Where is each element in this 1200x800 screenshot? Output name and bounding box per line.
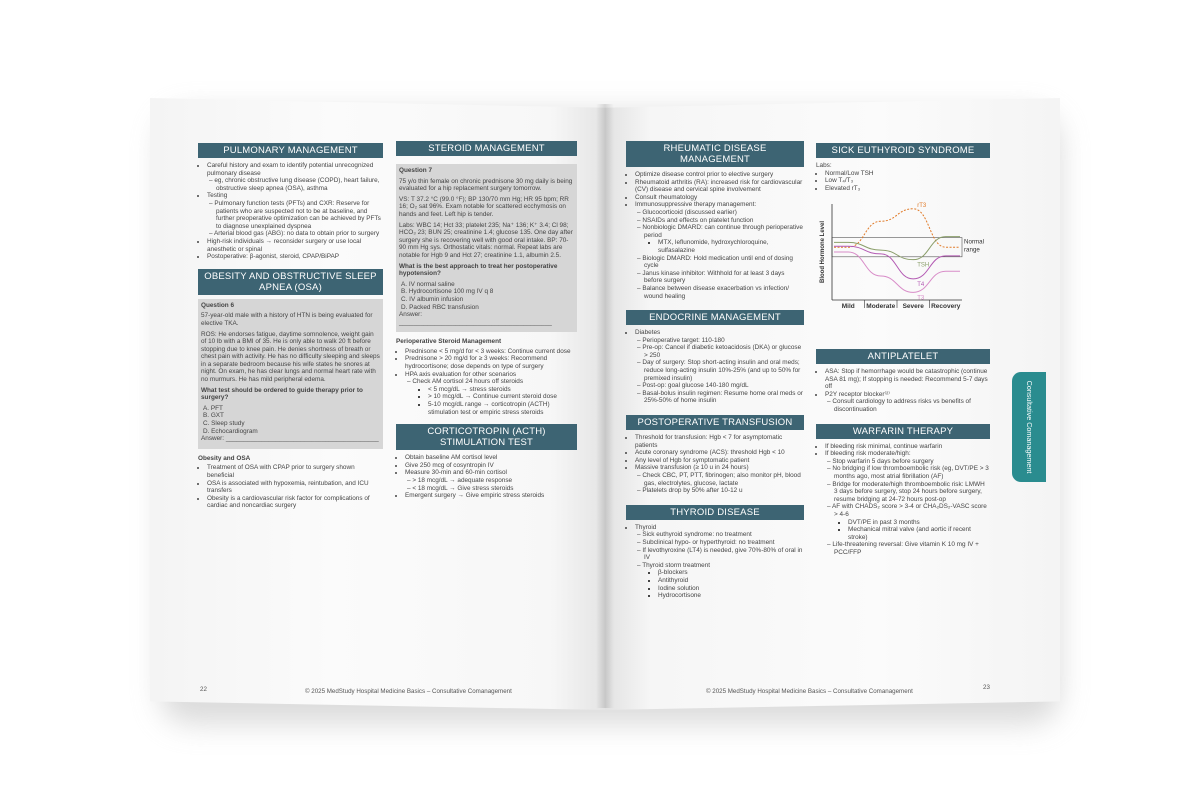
list-item: • Testing – Pulmonary function tests (PFTs) and CXR: Reserve for patients who are suspected not to be at baseline, and further preoperative optimization can be achieved by PFTs to diagnose unexplained dyspnea – Arterial blood gas (ABG): no data to obtain prior to surgery — [207, 192, 383, 238]
list-item: – Janus kinase inhibitor: Withhold for at least 3 days before surgery — [644, 270, 804, 285]
steroid-management-heading: STEROID MANAGEMENT — [396, 141, 577, 156]
list-item: – Life-threatening reversal: Give vitamin K 10 mg IV + PCC/FFP — [834, 541, 990, 556]
list-item: – Sick euthyroid syndrome: no treatment — [644, 531, 804, 539]
obesity-osa-subheading: Obesity and OSA — [198, 454, 251, 462]
left-column-1 — [198, 143, 383, 510]
labs-label: Labs: — [816, 162, 832, 169]
answer-line: Answer: ___________________________________________ — [399, 311, 552, 326]
acth-list — [396, 454, 577, 500]
list-item: – Thyroid storm treatment ▪ β-blockers ▪ Antithyroid ▪ Iodine solution ▪ Hydrocortisone — [644, 562, 804, 600]
list-item: • Prednisone > 20 mg/d for ≥ 3 weeks: Recommend hydrocortisone; dose depends on type of surgery — [405, 355, 577, 370]
list-item: – Subclinical hypo- or hyperthyroid: no treatment — [644, 539, 804, 547]
question-text: Labs: WBC 14; Hct 33; platelet 235; Na⁺ 136; K⁺ 3.4; Cl 98; HCO₃ 23; BUN 25; creatinine 1.4; glucose 135. One day after surgery she is recovering well with good oral intake. BP: 70-90 mm Hg sys. Orthostatic vitals: normal. Repeat labs are notable for Hgb 9 and Hct 27; creatinine 1.1, albumin 2.5. — [399, 221, 573, 259]
antiplatelet-list — [816, 368, 990, 414]
thyroid-list — [626, 524, 804, 600]
list-item: ▪ DVT/PE in past 3 months — [848, 519, 990, 527]
list-item: ▪ Mechanical mitral valve (and aortic if recent stroke) — [848, 526, 990, 541]
sick-euthyroid-heading: SICK EUTHYROID SYNDROME — [816, 143, 990, 158]
answer-option: D. Echocardiogram — [203, 427, 258, 435]
warfarin-list — [816, 443, 990, 557]
list-item: – Biologic DMARD: Hold medication until end of dosing cycle — [644, 255, 804, 270]
answer-option: B. GXT — [203, 412, 224, 420]
section-tab[interactable] — [1012, 372, 1046, 482]
list-item: • Low T₄/T₃ — [825, 177, 990, 185]
series-label: TSH — [917, 262, 930, 269]
answer-option: C. Sleep study — [203, 420, 245, 428]
list-item: • Careful history and exam to identify potential unrecognized pulmonary disease – eg, chronic obstructive lung disease (COPD), heart failure, obstructive sleep apnea (OSA), asthma — [207, 162, 383, 192]
right-column-2-lower — [816, 349, 990, 556]
question-text: VS: T 37.2 °C (99.0 °F); BP 130/70 mm Hg; HR 95 bpm; RR 16; O₂ sat 96%. Exam notable for scattered ecchymosis on hands and feet. Left hip is tender. — [399, 195, 569, 218]
list-item: • OSA is associated with hypoxemia, reintubation, and ICU transfers — [207, 480, 383, 495]
list-item: • HPA axis evaluation for other scenarios – Check AM cortisol 24 hours off steroids ▪ < 5 mcg/dL → stress steroids ▪ > 10 mcg/dL → Continue current steroid dose ▪ 5-10 mcg/dL range → corticotropin (ACTH) stimulation test or empiric stress steroids — [405, 371, 577, 417]
perioperative-steroid-list — [396, 348, 577, 416]
list-item: • Acute coronary syndrome (ACS): threshold Hgb < 10 — [635, 449, 804, 457]
list-item: – Platelets drop by 50% after 10-12 u — [644, 487, 804, 495]
list-item: • Immunosuppressive therapy management: – Glucocorticoid (discussed earlier) – NSAIDs and effects on platelet function – Nonbiologic DMARD: can continue through perioperative period ▪ MTX, leflunomide, hydroxychloroquine, sulfasalazine – Biologic DMARD: Hold medication until end of dosing cycle – Janus kinase inhibitor: Withhold for at least 3 days before surgery – Balance between disease exacerbation vs infection/ wound healing — [635, 201, 804, 300]
list-item: ▪ Iodine solution — [658, 585, 804, 593]
obesity-osa-list — [198, 464, 383, 510]
page-number-right: 23 — [983, 684, 990, 691]
list-item: • If bleeding risk minimal, continue warfarin — [825, 443, 990, 451]
transfusion-list — [626, 434, 804, 495]
list-item: • Postoperative: β-agonist, steroid, CPAP/BiPAP — [207, 253, 383, 261]
list-item: – If levothyroxine (LT4) is needed, give 70%-80% of oral in IV — [644, 547, 804, 562]
answer-option: C. IV albumin infusion — [401, 295, 464, 303]
normal-range-label: range — [964, 246, 980, 254]
right-column-2 — [816, 143, 990, 192]
sick-euthyroid-chart — [818, 196, 988, 320]
euthyroid-labs-list — [816, 170, 990, 193]
list-item: • Consult rheumatology — [635, 194, 804, 202]
list-item: – Check AM cortisol 24 hours off steroids ▪ < 5 mcg/dL → stress steroids ▪ > 10 mcg/dL → Continue current steroid dose ▪ 5-10 mcg/dL range → corticotropin (ACTH) stimulation test or empiric stress steroids — [414, 378, 577, 416]
list-item: – Pre-op: Cancel if diabetic ketoacidosis (DKA) or glucose > 250 — [644, 344, 804, 359]
pulmonary-management-heading: PULMONARY MANAGEMENT — [198, 143, 383, 158]
list-item: – Check CBC, PT, PTT, fibrinogen; also monitor pH, blood gas, electrolytes, glucose, lactate — [644, 472, 804, 487]
list-item: – Balance between disease exacerbation vs infection/ wound healing — [644, 285, 804, 300]
antiplatelet-heading: ANTIPLATELET — [816, 349, 990, 364]
list-item: – Bridge for moderate/high thromboembolic risk: LMWH 3 days before surgery, stop 24 hours before surgery, resume bridging at 24-72 hours post-op — [834, 481, 990, 504]
list-item: • Normal/Low TSH — [825, 170, 990, 178]
question-text: ROS: He endorses fatigue, daytime somnolence, weight gain of 10 lb with a BMI of 35. He is only able to walk 20 ft before stopping due to knee pain. He denies shortness of breath or chest pain with activity. He has no difficulty sleeping and sleeps in a separate bedroom because his wife states he snores at night. On exam, he has clear lungs and normal heart rate with no murmurs. He has mild peripheral edema. — [201, 330, 380, 384]
footer-right: © 2025 MedStudy Hospital Medicine Basics – Consultative Comanagement — [706, 688, 913, 695]
y-axis-label: Blood Hormone Level — [820, 220, 826, 284]
section-tab-label: Consultative Comanagement — [1025, 380, 1034, 474]
list-item: • Treatment of OSA with CPAP prior to surgery shown beneficial — [207, 464, 383, 479]
series-line-T4 — [834, 246, 960, 279]
list-item: ▪ Antithyroid — [658, 577, 804, 585]
x-tick-label: Moderate — [866, 303, 896, 310]
list-item: • Give 250 mcg of cosyntropin IV — [405, 462, 577, 470]
series-line-T3 — [834, 252, 960, 292]
list-item: • Optimize disease control prior to elective surgery — [635, 171, 804, 179]
warfarin-therapy-heading: WARFARIN THERAPY — [816, 424, 990, 439]
answer-options — [399, 281, 574, 311]
list-item: – Consult cardiology to address risks vs benefits of discontinuation — [834, 398, 990, 413]
list-item: – NSAIDs and effects on platelet function — [644, 217, 804, 225]
list-item: • Threshold for transfusion: Hgb < 7 for asymptomatic patients — [635, 434, 804, 449]
x-tick-label: Mild — [841, 303, 855, 310]
question-prompt: What is the best approach to treat her postoperative hypotension? — [399, 262, 558, 278]
obesity-osa-heading: OBESITY AND OBSTRUCTIVE SLEEP APNEA (OSA) — [198, 269, 383, 295]
list-item: • Elevated rT₃ — [825, 185, 990, 193]
list-item: • Emergent surgery → Give empiric stress steroids — [405, 492, 577, 500]
question-6-box — [198, 299, 383, 449]
series-label: T3 — [917, 295, 925, 302]
list-item: – Perioperative target: 110-180 — [644, 337, 804, 345]
list-item: – < 18 mcg/dL → Give stress steroids — [414, 485, 577, 493]
list-item: • Thyroid – Sick euthyroid syndrome: no treatment – Subclinical hypo- or hyperthyroid: no treatment – If levothyroxine (LT4) is needed, give 70%-80% of oral in IV – Thyroid storm treatment ▪ β-blockers ▪ Antithyroid ▪ Iodine solution ▪ Hydrocortisone — [635, 524, 804, 600]
answer-option: A. IV normal saline — [401, 280, 455, 288]
footer-left: © 2025 MedStudy Hospital Medicine Basics – Consultative Comanagement — [305, 688, 512, 695]
book-spine — [596, 104, 614, 708]
question-prompt: What test should be ordered to guide therapy prior to surgery? — [201, 386, 363, 402]
answer-line: Answer: ___________________________________________ — [201, 435, 379, 443]
question-7-box — [396, 164, 577, 332]
list-item: – Nonbiologic DMARD: can continue through perioperative period ▪ MTX, leflunomide, hydroxychloroquine, sulfasalazine — [644, 224, 804, 254]
answer-option: B. Hydrocortisone 100 mg IV q 8 — [401, 288, 494, 296]
list-item: • P2Y receptor blocker⁽²⁾ – Consult cardiology to address risks vs benefits of discontinuation — [825, 391, 990, 414]
list-item: • High-risk individuals → reconsider surgery or use local anesthetic or spinal — [207, 238, 383, 253]
series-line-rT3 — [834, 209, 960, 247]
left-column-2 — [396, 141, 577, 500]
right-column-1 — [626, 141, 804, 600]
answer-option: D. Packed RBC transfusion — [401, 303, 479, 311]
list-item: • If bleeding risk moderate/high: – Stop warfarin 5 days before surgery – No bridging if low thromboembolic risk (eg, DVT/PE > 3 months ago, most atrial fibrillation (AF) – Bridge for moderate/high thromboembolic risk: LMWH 3 days before surgery, stop 24 hours before surgery, resume bridging at 24-72 hours post-op – AF with CHADS₂ score > 3-4 or CHA₂DS₂-VASC score > 4-6 ▪ DVT/PE in past 3 months ▪ Mechanical mitral valve (and aortic if recent stroke) – Life-threatening reversal: Give vitamin K 10 mg IV + PCC/FFP — [825, 450, 990, 556]
answer-options — [201, 405, 380, 435]
acth-stimulation-heading: CORTICOTROPIN (ACTH) STIMULATION TEST — [396, 424, 577, 450]
question-text: 75 y/o thin female on chronic prednisone 30 mg daily is being evaluated for a hip replacement surgery tomorrow. — [399, 177, 573, 193]
list-item: • Obtain baseline AM cortisol level — [405, 454, 577, 462]
list-item: – Arterial blood gas (ABG): no data to obtain prior to surgery — [216, 230, 383, 238]
x-tick-label: Recovery — [931, 303, 961, 310]
list-item: ▪ β-blockers — [658, 569, 804, 577]
x-tick-label: Severe — [902, 303, 924, 310]
list-item: ▪ Hydrocortisone — [658, 592, 804, 600]
list-item: • Obesity is a cardiovascular risk factor for complications of cardiac and noncardiac surgery — [207, 495, 383, 510]
list-item: ▪ MTX, leflunomide, hydroxychloroquine, sulfasalazine — [658, 239, 804, 254]
list-item: – Stop warfarin 5 days before surgery — [834, 458, 990, 466]
list-item: ▪ < 5 mcg/dL → stress steroids — [428, 386, 577, 394]
list-item: • Rheumatoid arthritis (RA): increased risk for cardiovascular (CV) disease and cervical spine involvement — [635, 179, 804, 194]
page-number-left: 22 — [200, 686, 207, 693]
rheumatic-list — [626, 171, 804, 300]
question-label: Question 7 — [399, 167, 433, 174]
list-item: – No bridging if low thromboembolic risk (eg, DVT/PE > 3 months ago, most atrial fibrillation (AF) — [834, 465, 990, 480]
chart-svg — [818, 196, 988, 320]
answer-option: A. PFT — [203, 404, 223, 412]
thyroid-disease-heading: THYROID DISEASE — [626, 505, 804, 520]
perioperative-steroid-subheading: Perioperative Steroid Management — [396, 338, 502, 346]
list-item: – Post-op: goal glucose 140-180 mg/dL — [644, 382, 804, 390]
list-item: ▪ 5-10 mcg/dL range → corticotropin (ACTH) stimulation test or empiric stress steroids — [428, 401, 577, 416]
list-item: • ASA: Stop if hemorrhage would be catastrophic (continue ASA 81 mg); If stopping is needed: Recommend 5-7 days off — [825, 368, 990, 391]
series-label: rT3 — [917, 202, 927, 209]
list-item: – eg, chronic obstructive lung disease (COPD), heart failure, obstructive sleep apnea (OSA), asthma — [216, 177, 383, 192]
list-item: • Prednisone < 5 mg/d for < 3 weeks: Continue current dose — [405, 348, 577, 356]
endocrine-management-heading: ENDOCRINE MANAGEMENT — [626, 310, 804, 325]
postoperative-transfusion-heading: POSTOPERATIVE TRANSFUSION — [626, 415, 804, 430]
list-item: – Pulmonary function tests (PFTs) and CXR: Reserve for patients who are suspected not to be at baseline, and further preoperative optimization can be achieved by PFTs to diagnose unexplained dyspnea — [216, 200, 383, 230]
list-item: – AF with CHADS₂ score > 3-4 or CHA₂DS₂-VASC score > 4-6 ▪ DVT/PE in past 3 months ▪ Mechanical mitral valve (and aortic if recent stroke) — [834, 503, 990, 541]
list-item: • Diabetes – Perioperative target: 110-180 – Pre-op: Cancel if diabetic ketoacidosis (DKA) or glucose > 250 – Day of surgery: Stop short-acting insulin and oral meds; reduce long-acting insulin 10%-25% (and up to 50% for premixed insulin) – Post-op: goal glucose 140-180 mg/dL – Basal-bolus insulin regimen: Resume home oral meds or 25%-50% of home insulin — [635, 329, 804, 405]
normal-range-box — [832, 238, 962, 257]
endocrine-list — [626, 329, 804, 405]
series-label: T4 — [917, 281, 925, 288]
list-item: ▪ > 10 mcg/dL → Continue current steroid dose — [428, 393, 577, 401]
list-item: – Basal-bolus insulin regimen: Resume home oral meds or 25%-50% of home insulin — [644, 390, 804, 405]
pulmonary-list — [198, 162, 383, 261]
list-item: • Massive transfusion (≥ 10 u in 24 hours) – Check CBC, PT, PTT, fibrinogen; also monitor pH, blood gas, electrolytes, glucose, lactate – Platelets drop by 50% after 10-12 u — [635, 464, 804, 494]
normal-range-label: Normal — [964, 238, 984, 246]
question-label: Question 6 — [201, 301, 235, 309]
rheumatic-disease-heading: RHEUMATIC DISEASE MANAGEMENT — [626, 141, 804, 167]
list-item: • Measure 30-min and 60-min cortisol – > 18 mcg/dL → adequate response – < 18 mcg/dL → Give stress steroids — [405, 469, 577, 492]
list-item: – Glucocorticoid (discussed earlier) — [644, 209, 804, 217]
list-item: • Any level of Hgb for symptomatic patient — [635, 457, 804, 465]
list-item: – Day of surgery: Stop short-acting insulin and oral meds; reduce long-acting insulin 10%-25% (and up to 50% for premixed insulin) — [644, 359, 804, 382]
list-item: – > 18 mcg/dL → adequate response — [414, 477, 577, 485]
question-text: 57-year-old male with a history of HTN is being evaluated for elective TKA. — [201, 312, 373, 327]
